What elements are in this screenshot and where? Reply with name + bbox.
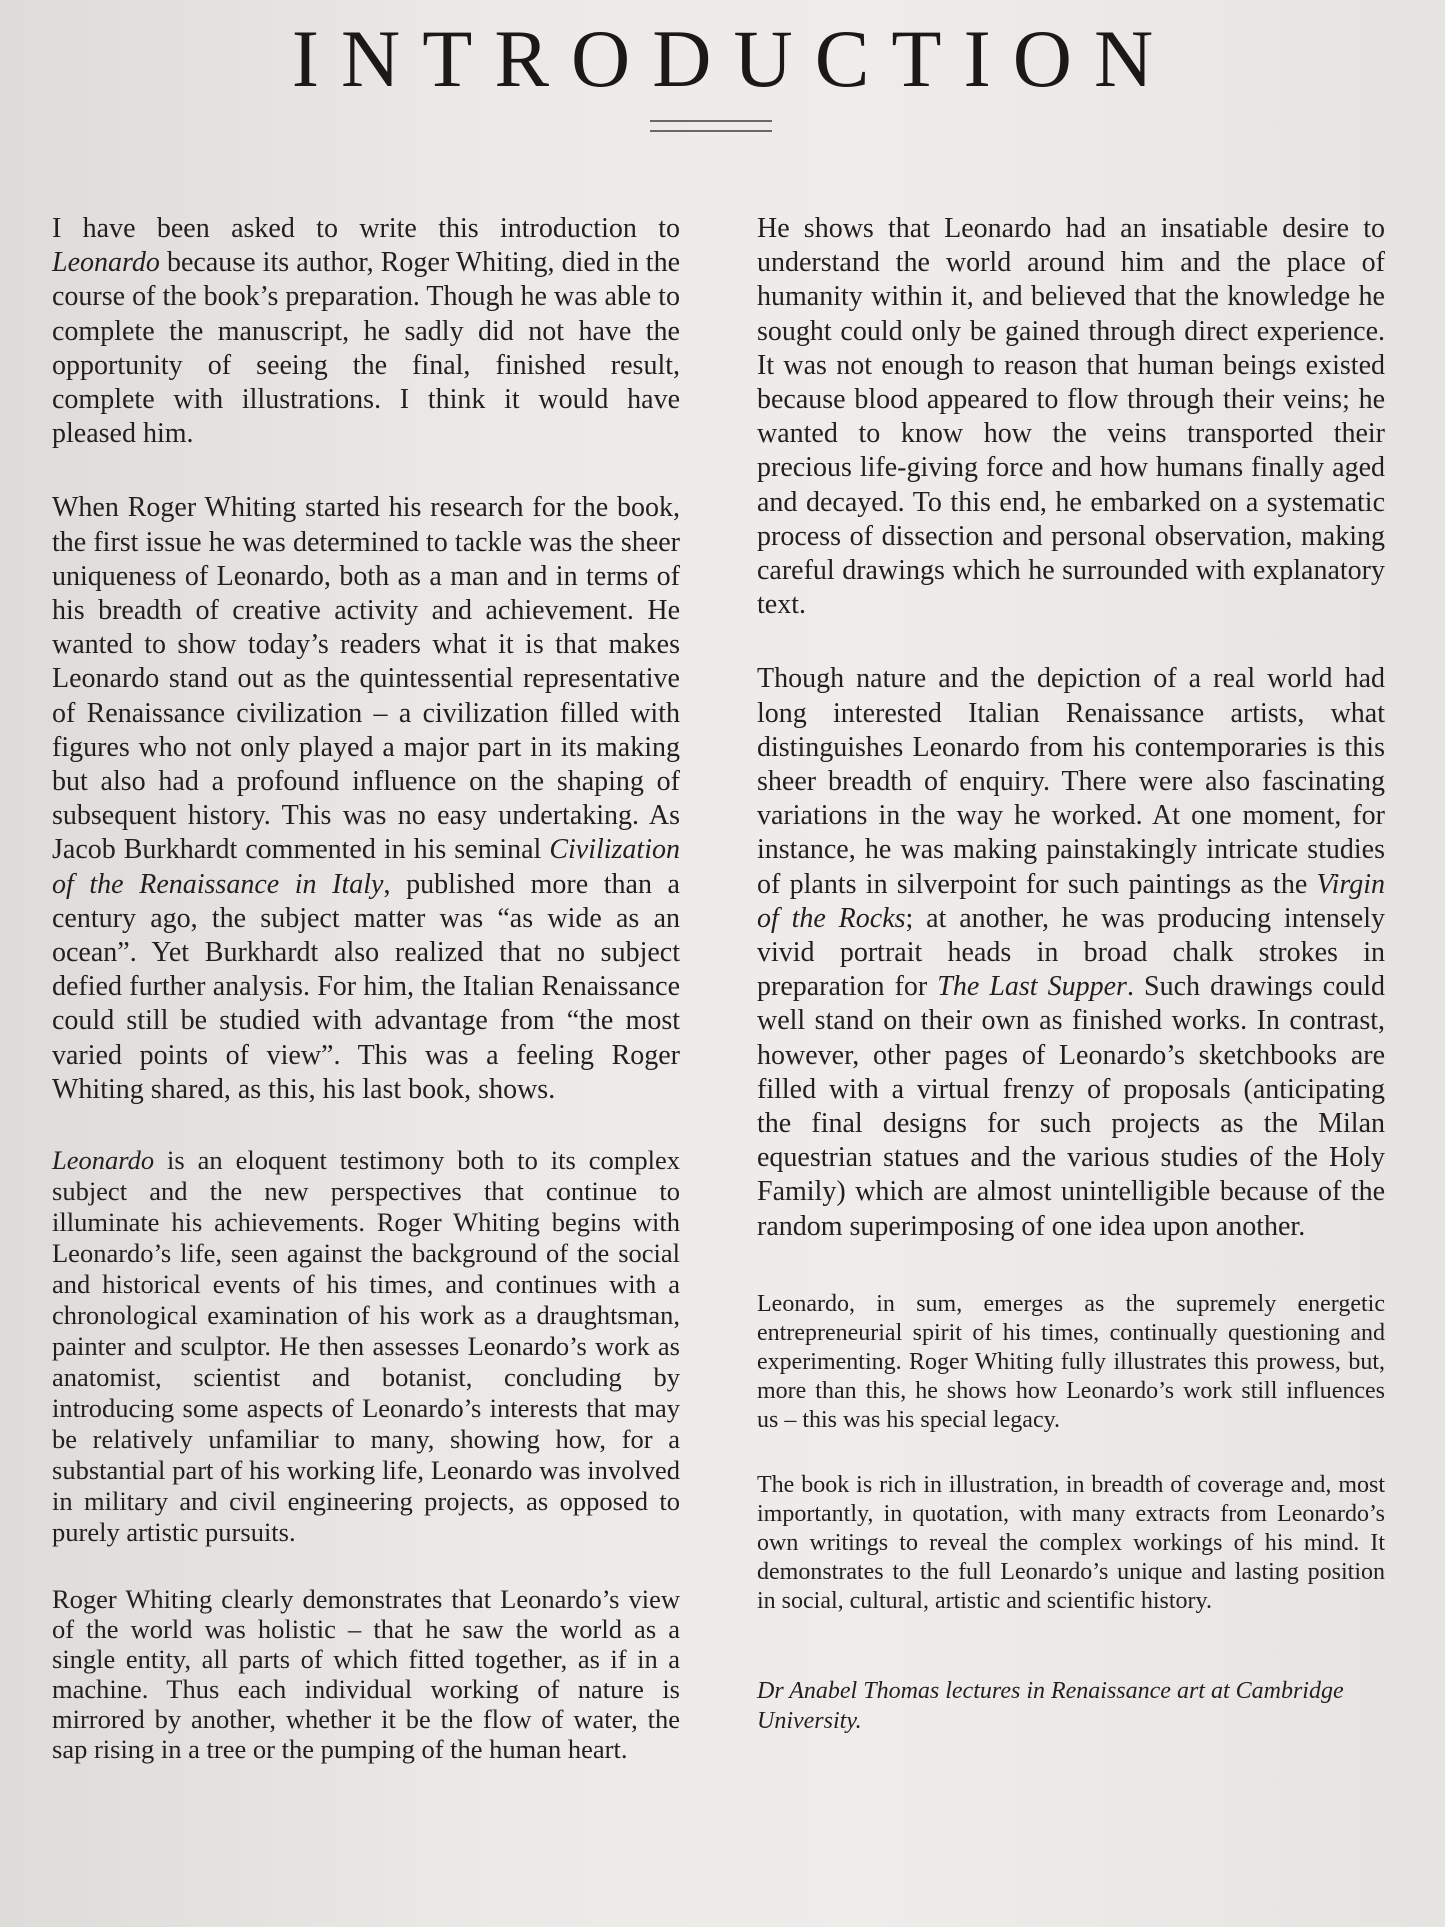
page-title: INTRODUCTION <box>291 13 1176 104</box>
paragraph-desire: He shows that Leonardo had an insatiable desire to understand the world around him and the place of humanity within it, and believed that the knowledge he sought could only be gained through direct experience. It was not enough to reason that human beings existed because blood appeared to flow through their veins; he wanted to know how the veins transported their precious life-giving force and how humans finally aged and decayed. To this end, he embarked on a systematic process of dissection and personal observation, making careful drawings which he surrounded with explanatory text. <box>757 213 1385 621</box>
paragraph-intro: I have been asked to write this introduction to Leonardo because its author, Roger Whiting, died in the course of the book’s preparation. Though he was able to complete the manuscript, he sadly did not have the opportunity of seeing the final, finished result, complete with illustrations. I think it would have pleased him. <box>52 213 680 450</box>
book-title-leonardo: Leonardo <box>52 247 160 279</box>
book-title-civilization: Civilization of the Renaissance in Italy <box>52 834 680 900</box>
title-rule-top <box>650 120 772 122</box>
painting-title-supper: The Last Supper <box>937 971 1127 1003</box>
paragraph-summary: Leonardo, in sum, emerges as the supremely energetic entrepreneurial spirit of his times, continually questioning and experimenting. Roger Whiting fully illustrates this prowess, but, more than this, he shows how Leonardo’s work still influences us – this was his special legacy. <box>757 1290 1385 1433</box>
right-column <box>757 212 1385 1736</box>
paragraph-nature: Though nature and the depiction of a real world had long interested Italian Renaissance artists, what distinguishes Leonardo from his contemporaries is this sheer breadth of enquiry. There were also fascinating variations in the way he worked. At one moment, for instance, he was making painstakingly intricate studies of plants in silverpoint for such paintings as the Virgin of the Rocks; at another, he was producing intensely vivid portrait heads in broad chalk strokes in preparation for The Last Supper. Such drawings could well stand on their own as finished works. In contrast, however, other pages of Leonardo’s sketchbooks are filled with a virtual frenzy of proposals (anticipating the final designs for such projects as the Milan equestrian statues and the various studies of the Holy Family) which are almost unintelligible because of the random superimposing of one idea upon another. <box>757 663 1386 1242</box>
paragraph-holistic: Roger Whiting clearly demonstrates that Leonardo’s view of the world was holistic – that he saw the world as a single entity, all parts of which fitted together, as if in a machine. Thus each individual working of nature is mirrored by another, whether it be the flow of water, the sap rising in a tree or the pumping of the human heart. <box>52 1584 680 1765</box>
paragraph-research: When Roger Whiting started his research for the book, the first issue he was determined to tackle was the sheer uniqueness of Leonardo, both as a man and in terms of his breadth of creative activity and achievement. He wanted to show today’s readers what it is that makes Leonardo stand out as the quintessential representative of Renaissance civilization – a civilization filled with figures who not only played a major part in its making but also had a profound influence on the shaping of subsequent history. This was no easy undertaking. As Jacob Burkhardt commented in his seminal Civilization of the Renaissance in Italy, published more than a century ago, the subject matter was “as wide as an ocean”. Yet Burkhardt also realized that no subject defied further analysis. For him, the Italian Renaissance could still be studied with advantage from “the most varied points of view”. This was a feeling Roger Whiting shared, as this, his last book, shows. <box>52 492 680 1105</box>
paragraph-testimony: Leonardo is an eloquent testimony both to its complex subject and the new perspectives that continue to illuminate his achievements. Roger Whiting begins with Leonardo’s life, seen against the background of the social and historical events of his times, and continues with a chronological examination of his work as a draughtsman, painter and sculptor. He then assesses Leonardo’s work as anatomist, scientist and botanist, concluding by introducing some aspects of Leonardo’s interests that may be relatively unfamiliar to many, showing how, for a substantial part of his working life, Leonardo was involved in military and civil engineering projects, as opposed to purely artistic pursuits. <box>52 1145 680 1548</box>
left-column <box>52 212 680 1764</box>
paragraph-illustration: The book is rich in illustration, in breadth of coverage and, most importantly, in quotation, with many extracts from Leonardo’s own writings to reveal the complex workings of his mind. It demonstrates to the full Leonardo’s unique and lasting position in social, cultural, artistic and scientific history. <box>757 1471 1385 1614</box>
painting-title-virgin: Virgin of the Rocks <box>757 868 1385 934</box>
author-signature: Dr Anabel Thomas lectures in Renaissance art at Cambridge University. <box>757 1677 1344 1734</box>
title-rule-bottom <box>650 130 772 132</box>
book-title-leonardo-2: Leonardo <box>52 1145 155 1176</box>
